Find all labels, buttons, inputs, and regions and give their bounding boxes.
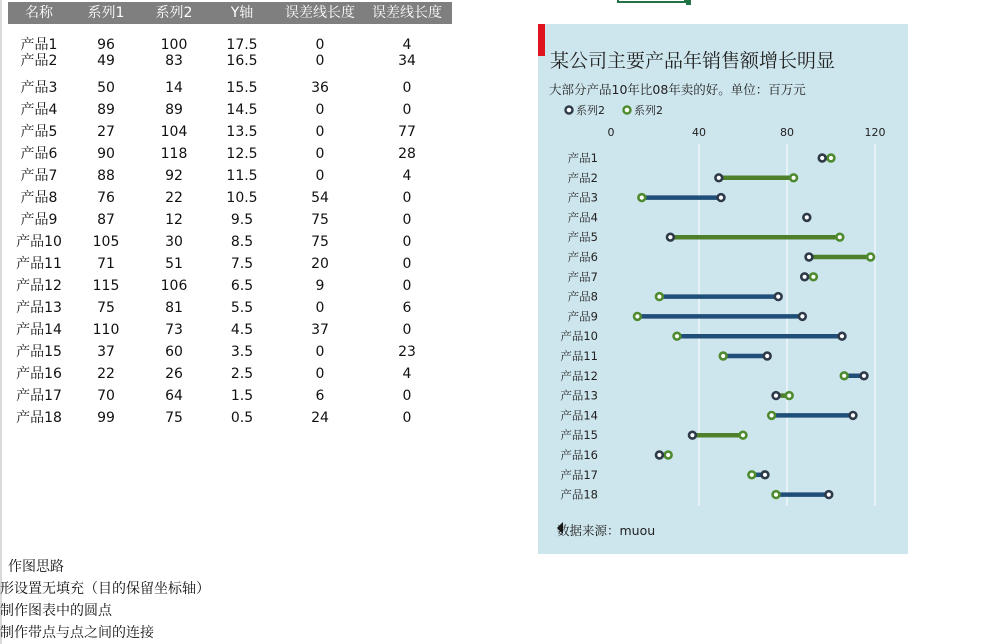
series2-point [720,353,727,360]
chart-title: 某公司主要产品年销售额增长明显 [550,50,836,72]
table-cell[interactable]: 12.5 [226,146,258,162]
table-cell[interactable]: 23 [398,344,416,360]
table-cell[interactable]: 75 [311,234,329,250]
category-label: 产品6 [567,250,598,264]
category-label: 产品8 [567,289,598,304]
table-cell[interactable]: 0 [402,80,412,96]
table-cell[interactable]: 75 [97,300,115,316]
table-cell[interactable]: 4 [402,168,412,184]
series1-point [773,392,780,399]
column-header[interactable]: Y轴 [230,5,254,21]
legend-marker [566,107,573,114]
table-cell[interactable]: 15.5 [226,80,258,96]
table-cell[interactable]: 28 [398,146,416,162]
legend-label: 系列2 [634,104,663,117]
note-line[interactable]: 制作图表中的圆点 [0,603,112,619]
series2-point [656,293,663,300]
row-name-cell[interactable]: 产品2 [20,53,58,69]
table-cell[interactable]: 7.5 [230,256,254,272]
table-cell[interactable]: 27 [97,124,115,140]
table-cell[interactable]: 81 [165,300,183,316]
table-cell[interactable]: 89 [97,102,115,118]
chart-subtitle: 大部分产品10年比08年卖的好。单位：百万元 [549,82,806,97]
row-name-cell[interactable]: 产品6 [20,146,58,162]
table-cell[interactable]: 4.5 [230,322,254,338]
category-label: 产品1 [567,151,598,165]
table-cell[interactable]: 13.5 [226,124,258,140]
x-tick-label: 80 [780,126,794,139]
series1-point [667,234,674,241]
table-cell[interactable]: 3.5 [230,344,254,360]
table-cell[interactable]: 71 [97,256,115,272]
column-header[interactable]: 系列1 [87,5,125,21]
table-cell[interactable]: 115 [92,278,120,294]
category-label: 产品2 [567,170,598,185]
series2-point [634,313,641,320]
table-cell[interactable]: 50 [97,80,115,96]
table-cell[interactable]: 88 [97,168,115,184]
row-name-cell[interactable]: 产品18 [16,410,62,426]
table-cell[interactable]: 0.5 [230,410,254,426]
series2-point [665,452,672,459]
series1-point [850,412,857,419]
row-name-cell[interactable]: 产品11 [16,256,62,272]
table-cell[interactable]: 14 [165,80,183,96]
table-cell[interactable]: 0 [315,37,325,53]
table-cell[interactable]: 34 [398,53,416,69]
series1-point [839,333,846,340]
table-cell[interactable]: 99 [97,410,115,426]
table-header-row [8,2,452,24]
table-cell[interactable]: 0 [402,234,412,250]
table-cell[interactable]: 70 [97,388,115,404]
x-tick-label: 40 [692,126,706,139]
table-cell[interactable]: 22 [165,190,183,206]
series1-point [764,353,771,360]
category-label: 产品9 [567,309,598,324]
table-cell[interactable]: 0 [402,410,412,426]
table-cell[interactable]: 24 [311,410,329,426]
column-header[interactable]: 误差线长度 [285,5,355,21]
category-label: 产品5 [567,230,598,245]
series2-point [768,412,775,419]
table-cell[interactable]: 37 [97,344,115,360]
series1-point [799,313,806,320]
dumbbell-plot [538,24,908,554]
series2-point [841,372,848,379]
table-cell[interactable]: 2.5 [230,366,254,382]
table-cell[interactable]: 90 [97,146,115,162]
table-cell[interactable]: 0 [315,168,325,184]
series2-point [790,174,797,181]
x-tick-label: 0 [607,126,615,139]
table-cell[interactable]: 0 [402,190,412,206]
note-line[interactable]: 作图思路 [8,559,64,575]
category-label: 产品11 [560,349,598,363]
chart-source: 数据来源：muou [557,523,656,538]
table-cell[interactable]: 0 [315,366,325,382]
column-header[interactable]: 名称 [25,5,53,21]
table-cell[interactable]: 0 [402,322,412,338]
row-name-cell[interactable]: 产品12 [16,278,62,294]
row-name-cell[interactable]: 产品5 [20,124,58,140]
table-cell[interactable]: 60 [165,344,183,360]
table-cell[interactable]: 51 [165,256,183,272]
series2-point [638,194,645,201]
series2-point [810,273,817,280]
fill-handle[interactable] [686,0,691,5]
table-cell[interactable]: 76 [97,190,115,206]
row-name-cell[interactable]: 产品13 [16,300,62,316]
table-cell[interactable]: 0 [315,124,325,140]
column-header[interactable]: 系列2 [155,5,193,21]
table-cell[interactable]: 8.5 [230,234,254,250]
table-cell[interactable]: 9 [315,278,325,294]
table-cell[interactable]: 6 [402,300,412,316]
table-cell[interactable]: 0 [315,53,325,69]
table-cell[interactable]: 75 [165,410,183,426]
table-cell[interactable]: 30 [165,234,183,250]
table-cell[interactable]: 0 [402,278,412,294]
note-line[interactable]: 制作带点与点之间的连接 [0,625,154,641]
table-cell[interactable]: 0 [315,300,325,316]
row-name-cell[interactable]: 产品7 [20,168,58,184]
column-header[interactable]: 误差线长度 [372,5,442,21]
series2-point [674,333,681,340]
table-cell[interactable]: 54 [311,190,329,206]
table-cell[interactable]: 118 [160,146,188,162]
legend-label: 系列2 [576,104,605,117]
series1-point [775,293,782,300]
spreadsheet-area [0,0,460,644]
table-cell[interactable]: 0 [402,102,412,118]
table-cell[interactable]: 83 [165,53,183,69]
table-cell[interactable]: 11.5 [226,168,258,184]
series1-point [801,273,808,280]
table-cell[interactable]: 75 [311,212,329,228]
table-cell[interactable]: 36 [311,80,329,96]
row-name-cell[interactable]: 产品15 [16,344,62,360]
series1-point [825,491,832,498]
table-cell[interactable]: 14.5 [226,102,258,118]
table-cell[interactable]: 4 [402,37,412,53]
series2-point [828,155,835,162]
category-label: 产品16 [560,448,598,462]
note-line[interactable]: 形设置无填充（目的保留坐标轴） [0,581,210,597]
table-cell[interactable]: 49 [97,53,115,69]
series1-point [718,194,725,201]
table-cell[interactable]: 89 [165,102,183,118]
table-cell[interactable]: 1.5 [230,388,254,404]
table-cell[interactable]: 16.5 [226,53,258,69]
series2-point [740,432,747,439]
category-label: 产品13 [560,388,598,403]
table-cell[interactable]: 12 [165,212,183,228]
row-name-cell[interactable]: 产品10 [16,234,62,250]
table-cell[interactable]: 37 [311,322,329,338]
table-cell[interactable]: 0 [315,102,325,118]
series1-point [715,174,722,181]
category-label: 产品15 [560,428,598,443]
table-cell[interactable]: 64 [165,388,183,404]
table-cell[interactable]: 4 [402,366,412,382]
category-label: 产品17 [560,467,598,482]
table-cell[interactable]: 92 [165,168,183,184]
x-tick-label: 120 [864,126,886,139]
table-cell[interactable]: 96 [97,37,115,53]
table-cell[interactable]: 6 [315,388,325,404]
table-cell[interactable]: 20 [311,256,329,272]
table-cell[interactable]: 17.5 [226,37,258,53]
legend-marker [624,107,631,114]
series1-point [861,372,868,379]
selected-cell-outline[interactable] [617,0,686,3]
row-name-cell[interactable]: 产品9 [20,212,58,228]
series1-point [762,471,769,478]
row-name-cell[interactable]: 产品8 [20,190,58,206]
category-label: 产品4 [567,210,598,225]
table-cell[interactable]: 100 [160,37,188,53]
series1-point [689,432,696,439]
category-label: 产品12 [560,368,598,383]
table-cell[interactable]: 0 [402,256,412,272]
row-name-cell[interactable]: 产品4 [20,102,58,118]
table-cell[interactable]: 0 [315,344,325,360]
category-label: 产品3 [567,190,598,205]
series2-point [748,471,755,478]
row-name-cell[interactable]: 产品17 [16,388,62,404]
table-cell[interactable]: 5.5 [230,300,254,316]
category-label: 产品7 [567,269,598,284]
table-cell[interactable]: 0 [315,146,325,162]
table-cell[interactable]: 106 [160,278,188,294]
table-cell[interactable]: 9.5 [230,212,254,228]
table-cell[interactable]: 0 [402,212,412,228]
category-label: 产品14 [560,408,598,423]
row-name-cell[interactable]: 产品14 [16,322,62,338]
table-cell[interactable]: 10.5 [226,190,258,206]
series1-point [656,452,663,459]
series2-point [773,491,780,498]
series2-point [867,254,874,261]
series1-point [803,214,810,221]
table-cell[interactable]: 22 [97,366,115,382]
series1-point [819,155,826,162]
series1-point [806,254,813,261]
row-name-cell[interactable]: 产品1 [20,37,58,53]
table-cell[interactable]: 105 [92,234,120,250]
row-name-cell[interactable]: 产品16 [16,366,62,382]
series2-point [836,234,843,241]
series2-point [786,392,793,399]
table-cell[interactable]: 0 [402,388,412,404]
table-cell[interactable]: 6.5 [230,278,254,294]
table-cell[interactable]: 104 [160,124,188,140]
table-cell[interactable]: 87 [97,212,115,228]
table-cell[interactable]: 26 [165,366,183,382]
category-label: 产品18 [560,487,598,502]
table-cell[interactable]: 110 [92,322,120,338]
table-cell[interactable]: 73 [165,322,183,338]
category-label: 产品10 [560,329,598,344]
row-name-cell[interactable]: 产品3 [20,80,58,96]
table-cell[interactable]: 77 [398,124,416,140]
